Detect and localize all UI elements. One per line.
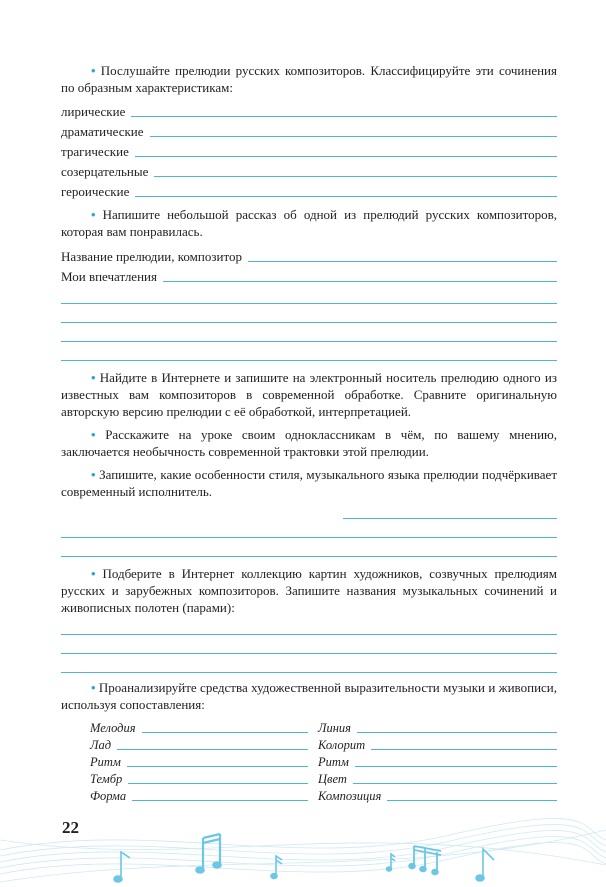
field-lyrical[interactable] xyxy=(61,100,557,120)
answer-line[interactable] xyxy=(142,732,308,733)
field-composition[interactable] xyxy=(318,787,557,804)
field-heroic[interactable] xyxy=(61,180,557,200)
field-label: Колорит xyxy=(318,738,366,752)
field-label: Композиция xyxy=(318,789,382,803)
answer-line[interactable] xyxy=(343,500,557,519)
answer-line[interactable] xyxy=(61,538,557,557)
answer-line[interactable] xyxy=(61,654,557,673)
task-1-fields xyxy=(61,100,557,200)
task-6-fields xyxy=(61,616,557,673)
page-content xyxy=(61,0,557,838)
field-label: Ритм xyxy=(318,755,349,769)
answer-line[interactable] xyxy=(61,519,557,538)
task-4 xyxy=(61,426,557,460)
field-label: Линия xyxy=(318,721,351,735)
task-5-fields xyxy=(61,500,557,557)
answer-line[interactable] xyxy=(61,635,557,654)
field-label: трагические xyxy=(61,144,129,159)
bullet-icon: • xyxy=(91,566,96,581)
answer-line[interactable] xyxy=(132,800,308,801)
answer-line[interactable] xyxy=(154,176,557,177)
field-label: Тембр xyxy=(90,772,123,786)
field-contemplative[interactable] xyxy=(61,160,557,180)
field-form[interactable] xyxy=(90,787,308,804)
answer-line[interactable] xyxy=(61,304,557,323)
field-color[interactable] xyxy=(318,770,557,787)
field-label: героические xyxy=(61,184,130,199)
task-4-text: Расскажите на уроке своим одноклассникам в чём, по вашему мнению, заключается необычность современной трактовки этой прелюдии. xyxy=(61,427,558,459)
task-6-text: Подберите в Интернет коллекцию картин художников, созвучных прелюдиям русских и зарубежных композиторов. Запишите названия музыкальных сочинений и живописных полотен (парами): xyxy=(61,566,557,615)
field-rhythm-music[interactable] xyxy=(90,753,308,770)
field-coloring[interactable] xyxy=(318,736,557,753)
comparison-grid xyxy=(90,719,557,804)
field-line[interactable] xyxy=(318,719,557,736)
field-tragic[interactable] xyxy=(61,140,557,160)
field-impressions[interactable] xyxy=(61,265,557,285)
bullet-icon: • xyxy=(91,467,96,482)
task-7-text: Проанализируйте средства художественной выразительности музыки и живописи, используя сопоставления: xyxy=(61,680,558,712)
answer-line[interactable] xyxy=(61,285,557,304)
bullet-icon: • xyxy=(91,207,96,222)
field-dramatic[interactable] xyxy=(61,120,557,140)
field-melody[interactable] xyxy=(90,719,308,736)
painting-column xyxy=(318,719,557,804)
task-6 xyxy=(61,565,557,616)
answer-line[interactable] xyxy=(355,766,557,767)
bullet-icon: • xyxy=(91,680,96,695)
field-prelude-title[interactable] xyxy=(61,245,557,265)
field-mode[interactable] xyxy=(90,736,308,753)
bullet-icon: • xyxy=(91,370,96,385)
field-rhythm-painting[interactable] xyxy=(318,753,557,770)
answer-line[interactable] xyxy=(61,342,557,361)
field-label: Название прелюдии, композитор xyxy=(61,249,242,264)
task-3 xyxy=(61,369,557,420)
field-label: драматические xyxy=(61,124,144,139)
answer-line[interactable] xyxy=(248,261,557,262)
field-label: Мои впечатления xyxy=(61,269,157,284)
task-3-text: Найдите в Интернете и запишите на электронный носитель прелюдию одного из известных вам композиторов в современной обработке. Сравните оригинальную авторскую версию прелюдии с её обработкой, интерпретацией. xyxy=(61,370,557,419)
task-5 xyxy=(61,466,557,500)
task-7 xyxy=(61,679,557,713)
answer-line[interactable] xyxy=(128,783,308,784)
field-label: созерцательные xyxy=(61,164,149,179)
bullet-icon: • xyxy=(91,427,96,442)
answer-line[interactable] xyxy=(353,783,557,784)
task-2-fields xyxy=(61,245,557,361)
answer-line[interactable] xyxy=(371,749,557,750)
answer-line[interactable] xyxy=(135,196,557,197)
task-2 xyxy=(61,206,557,240)
field-label: лирические xyxy=(61,104,126,119)
task-1 xyxy=(61,62,557,96)
field-label: Цвет xyxy=(318,772,347,786)
answer-line[interactable] xyxy=(127,766,308,767)
page-number: 22 xyxy=(62,818,79,837)
answer-line[interactable] xyxy=(61,616,557,635)
bullet-icon: • xyxy=(91,63,96,78)
answer-line[interactable] xyxy=(163,281,557,282)
answer-line[interactable] xyxy=(61,323,557,342)
answer-line[interactable] xyxy=(117,749,308,750)
answer-line[interactable] xyxy=(387,800,557,801)
task-5-text: Запишите, какие особенности стиля, музыкального языка прелюдии подчёркивает современный исполнитель. xyxy=(61,467,557,499)
answer-line[interactable] xyxy=(135,156,557,157)
field-label: Ритм xyxy=(90,755,121,769)
field-label: Мелодия xyxy=(90,721,136,735)
music-column xyxy=(90,719,308,804)
task-1-text: Послушайте прелюдии русских композиторов. Классифицируйте эти сочинения по образным характеристикам: xyxy=(61,63,557,95)
answer-line[interactable] xyxy=(357,732,557,733)
field-label: Лад xyxy=(90,738,112,752)
task-2-text: Напишите небольшой рассказ об одной из прелюдий русских композиторов, которая вам понравилась. xyxy=(61,207,557,239)
answer-line[interactable] xyxy=(150,136,557,137)
answer-line[interactable] xyxy=(131,116,557,117)
field-timbre[interactable] xyxy=(90,770,308,787)
field-label: Форма xyxy=(90,789,127,803)
